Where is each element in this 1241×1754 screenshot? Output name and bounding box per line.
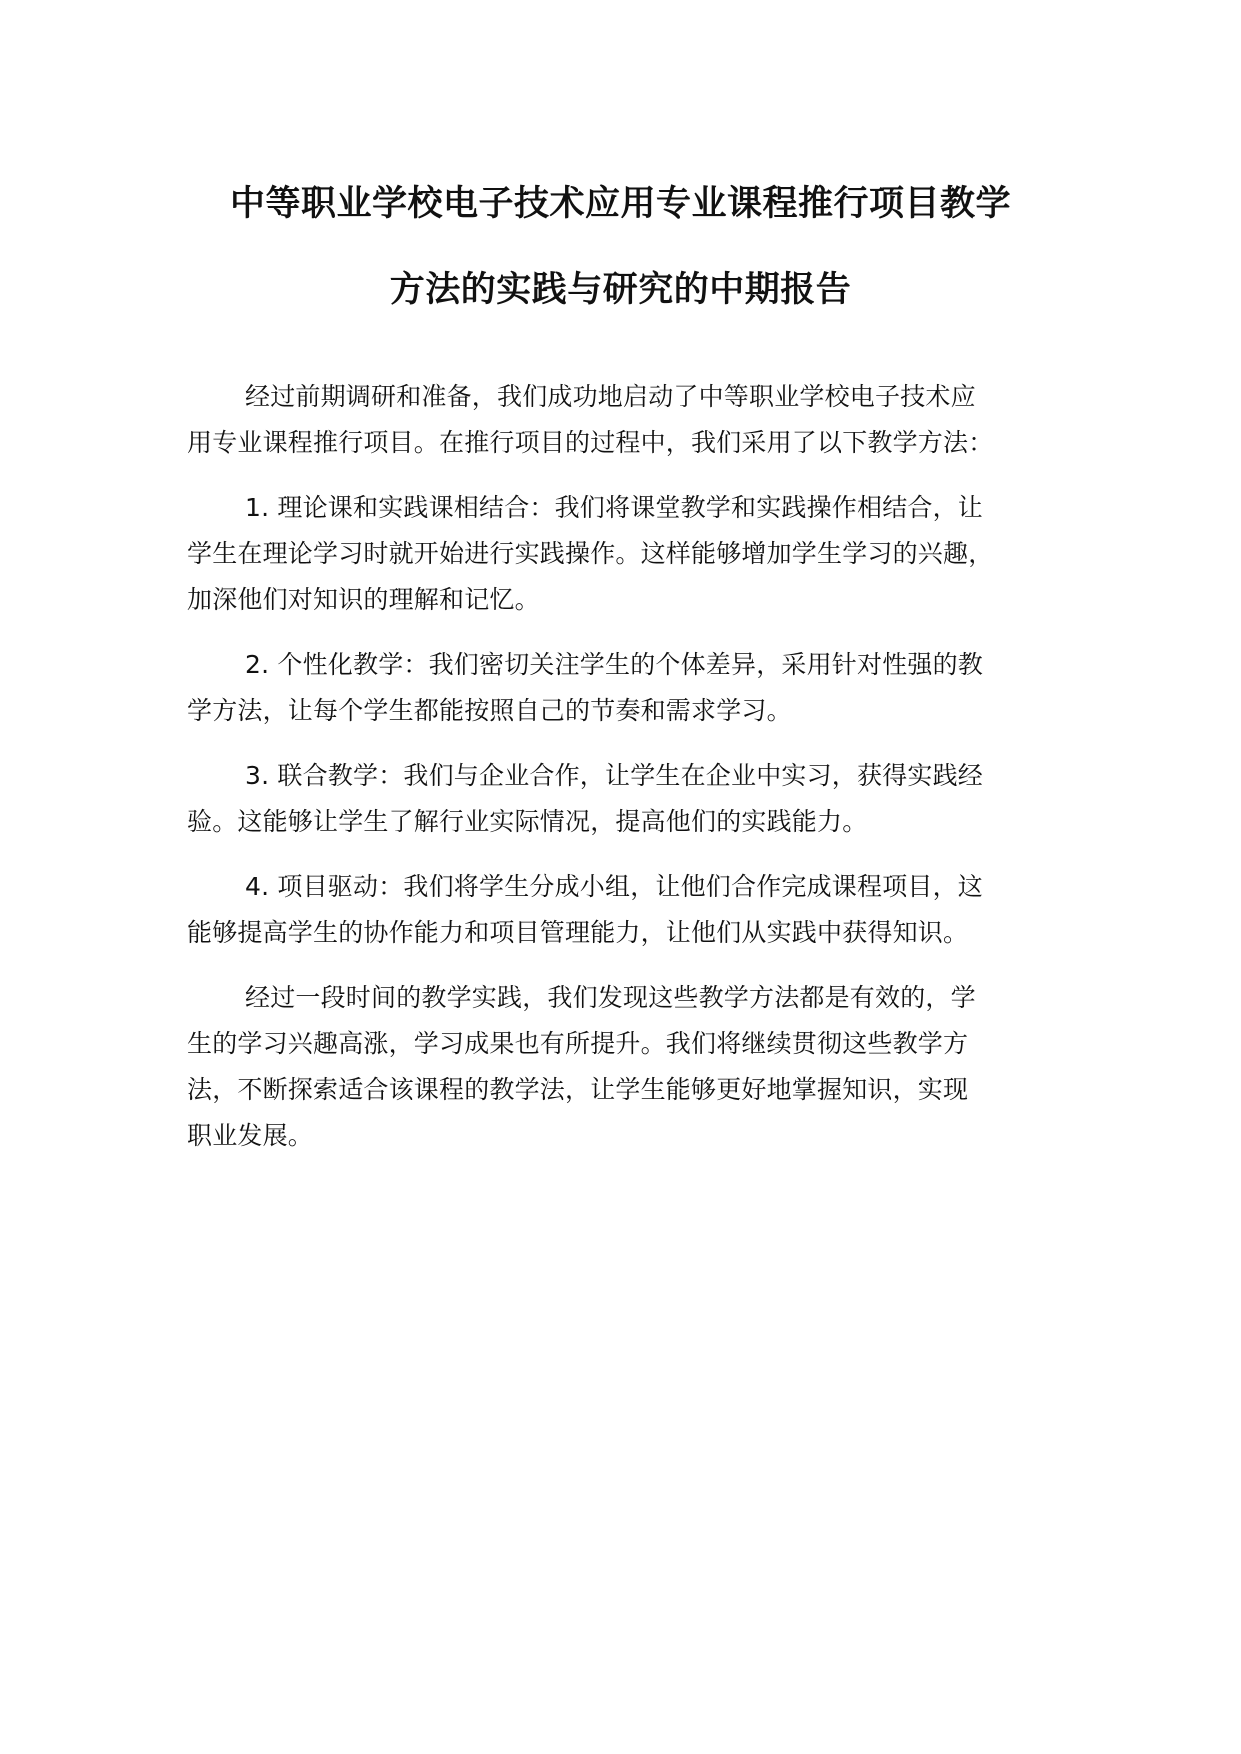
paragraph-4-line-1: 3. 联合教学：我们与企业合作，让学生在企业中实习，获得实践经 bbox=[245, 761, 984, 790]
paragraph-4-line-2: 验。这能够让学生了解行业实际情况，提高他们的实践能力。 bbox=[187, 807, 868, 836]
paragraph-6-line-2: 生的学习兴趣高涨，学习成果也有所提升。我们将继续贯彻这些教学方 bbox=[187, 1029, 969, 1058]
paragraph-2-line-2: 学生在理论学习时就开始进行实践操作。这样能够增加学生学习的兴趣， bbox=[187, 539, 994, 568]
document-title-line-1: 中等职业学校电子技术应用专业课程推行项目教学 bbox=[229, 184, 1011, 224]
paragraph-1-line-1: 经过前期调研和准备，我们成功地启动了中等职业学校电子技术应 bbox=[245, 382, 976, 411]
paragraph-2-line-3: 加深他们对知识的理解和记忆。 bbox=[187, 585, 540, 614]
paragraph-6-line-1: 经过一段时间的教学实践，我们发现这些教学方法都是有效的，学 bbox=[245, 983, 976, 1012]
paragraph-3-line-1: 2. 个性化教学：我们密切关注学生的个体差异，采用针对性强的教 bbox=[245, 650, 984, 679]
paragraph-5-line-2: 能够提高学生的协作能力和项目管理能力，让他们从实践中获得知识。 bbox=[187, 918, 969, 947]
paragraph-2-line-1: 1. 理论课和实践课相结合：我们将课堂教学和实践操作相结合，让 bbox=[245, 493, 984, 522]
paragraph-6-line-4: 职业发展。 bbox=[187, 1121, 314, 1150]
document-title-line-2: 方法的实践与研究的中期报告 bbox=[389, 270, 852, 310]
paragraph-6-line-3: 法，不断探索适合该课程的教学法，让学生能够更好地掌握知识，实现 bbox=[187, 1075, 969, 1104]
paragraph-3-line-2: 学方法，让每个学生都能按照自己的节奏和需求学习。 bbox=[187, 696, 792, 725]
paragraph-1-line-2: 用专业课程推行项目。在推行项目的过程中，我们采用了以下教学方法： bbox=[187, 428, 994, 457]
paragraph-5-line-1: 4. 项目驱动：我们将学生分成小组，让他们合作完成课程项目，这 bbox=[245, 872, 984, 901]
